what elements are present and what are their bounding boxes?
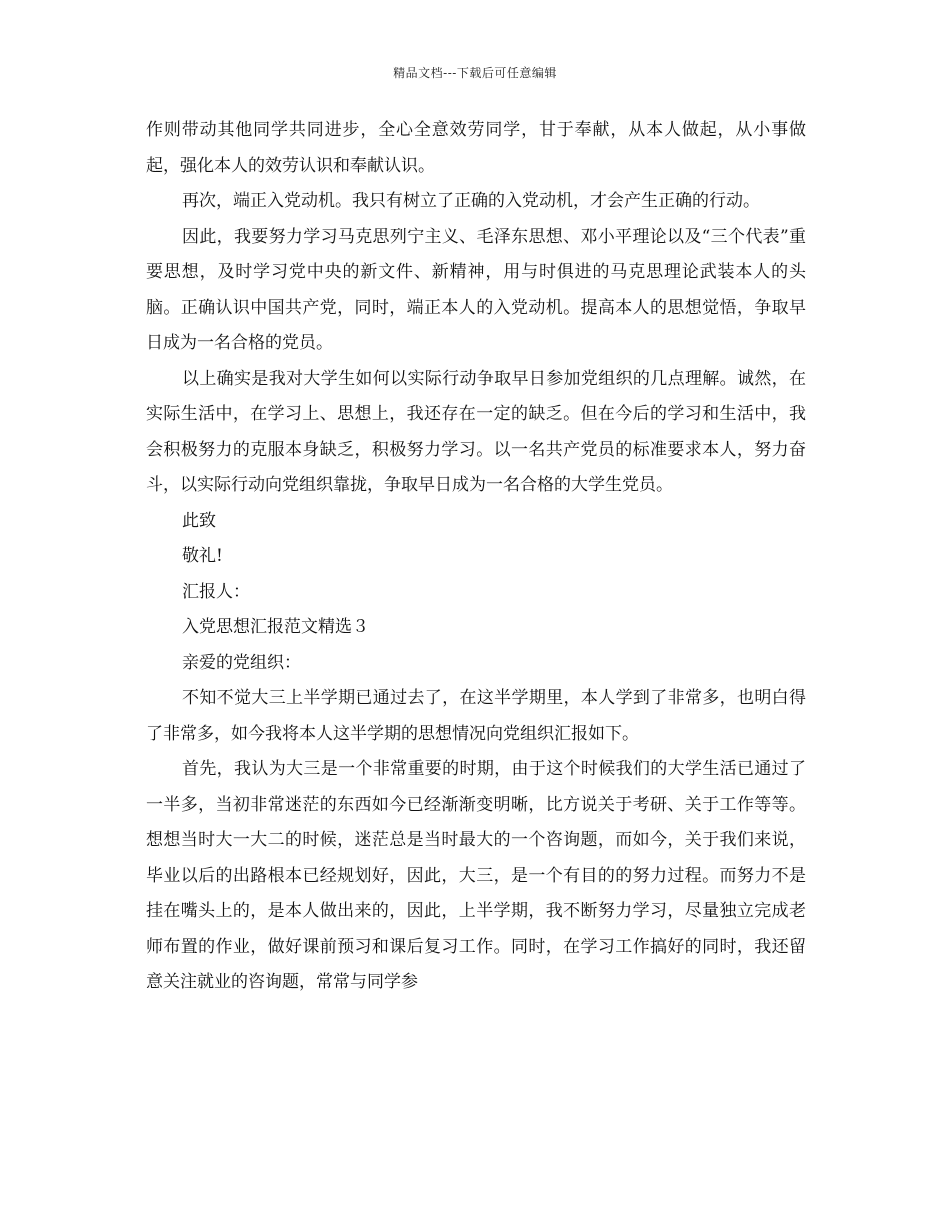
- paragraph-1: 作则带动其他同学共同进步，全心全意效劳同学，甘于奉献，从本人做起，从小事做起，强化本人的效劳认识和奉献认识。: [146, 120, 806, 176]
- page-header: 精品文档---下载后可任意编辑: [393, 66, 557, 80]
- section-title: 入党思想汇报范文精选３: [182, 617, 369, 637]
- salutation-closing: 此致: [182, 510, 216, 531]
- greeting-line: 亲爱的党组织：: [182, 652, 301, 673]
- paragraph-4: 以上确实是我对大学生如何以实际行动争取早日参加党组织的几点理解。诚然，在实际生活中，在学习上、思想上，我还存在一定的缺乏。但在今后的学习和生活中，我会积极努力的克服本身缺乏，积极努力学习。以一名共产党员的标准要求本人，努力奋斗，以实际行动向党组织靠拢，争取早日成为一名合格的大学生党员。: [146, 368, 806, 495]
- paragraph-2: 再次，端正入党动机。我只有树立了正确的入党动机，才会产生正确的行动。: [182, 191, 760, 211]
- reporter-line: 汇报人：: [182, 581, 250, 602]
- paragraph-3: 因此，我要努力学习马克思列宁主义、毛泽东思想、邓小平理论以及“三个代表”重要思想，及时学习党中央的新文件、新精神，用与时俱进的马克思理论武装本人的头脑。正确认识中国共产党，同时，端正本人的入党动机。提高本人的思想觉悟，争取早日成为一名合格的党员。: [146, 226, 806, 353]
- paragraph-5: 不知不觉大三上半学期已通过去了，在这半学期里，本人学到了非常多，也明白得了非常多，如今我将本人这半学期的思想情况向党组织汇报如下。: [146, 688, 806, 744]
- paragraph-6: 首先，我认为大三是一个非常重要的时期，由于这个时候我们的大学生活已通过了一半多，当初非常迷茫的东西如今已经渐渐变明晰，比方说关于考研、关于工作等等。想想当时大一大二的时候，迷茫总是当时最大的一个咨询题，而如今，关于我们来说，毕业以后的出路根本已经规划好，因此，大三，是一个有目的的努力过程。而努力不是挂在嘴头上的，是本人做出来的，因此，上半学期，我不断努力学习，尽量独立完成老师布置的作业，做好课前预习和课后复习工作。同时，在学习工作搞好的同时，我还留意关注就业的咨询题，常常与同学参: [146, 759, 806, 992]
- document-body: [146, 113, 806, 1001]
- salutation-respect: 敬礼!: [182, 546, 223, 566]
